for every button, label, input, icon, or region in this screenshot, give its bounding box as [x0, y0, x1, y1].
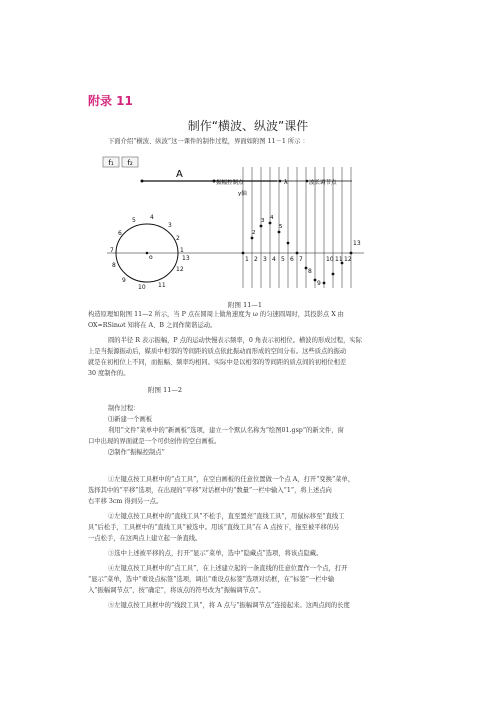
svg-text:13: 13 — [353, 240, 361, 247]
intro-paragraph: 下面介绍“横波、纵波”这一课件的制作过程，界面如附图 11－1 所示 ： — [108, 138, 309, 145]
svg-text:13: 13 — [182, 255, 190, 262]
step-4-line-1: ④左键点按工具框中的“点工具”，在上述建立起的一条直线的任意位置作一个点，打开 — [108, 565, 348, 572]
step-1-line-3: 右平移 3cm 得到另一点。 — [88, 498, 163, 505]
step-4-line-3: 入“振幅调节点”，按“确定”，将该点的符号改为“振幅调节点”。 — [88, 587, 265, 594]
step-1-line-1: ①左键点按工具框中的“点工具”，在空白画板的任意位置做一个点 A，打开“变换”菜单， — [108, 476, 355, 483]
principle-line-5: 就是在初相位上不同，而振幅、频率均相同。实际中是以相邻的等间距的质点间的初相位相差 — [88, 359, 347, 366]
step-4-line-2: “显示”菜单，选中“重设点标签”选项，调出“重设点标签”选项对话框，在“标签”一栏中输 — [88, 576, 335, 583]
svg-text:4: 4 — [270, 215, 274, 221]
step-2-line-3: 一点松手，在这两点上建立起一条直线。 — [88, 535, 202, 542]
svg-text:9: 9 — [122, 277, 126, 284]
svg-text:2: 2 — [254, 256, 258, 263]
figure-wave-diagram — [102, 152, 402, 297]
svg-text:5: 5 — [132, 217, 136, 224]
step-amplitude-heading: ⑵制作“振幅控制点” — [108, 449, 165, 456]
figure-caption-1: 附图 11—1 — [228, 301, 262, 309]
step-3-line-1: ③选中上述被平移的点，打开“显示”菜单，选中“隐藏点”选项，将该点隐藏。 — [108, 550, 323, 557]
svg-text:5: 5 — [281, 256, 285, 263]
toolbar-button-f1[interactable] — [103, 157, 119, 167]
svg-text:7: 7 — [110, 247, 114, 254]
principle-line-6: 30 度制作的。 — [88, 370, 130, 377]
point-a-dot — [141, 180, 144, 183]
svg-text:2: 2 — [176, 235, 180, 242]
svg-text:12: 12 — [176, 266, 184, 273]
step-new-board: ⑴新建一个画板 — [108, 416, 153, 423]
svg-text:11: 11 — [335, 256, 343, 263]
y-axis-label: y轴 — [238, 191, 247, 197]
svg-text:3: 3 — [261, 218, 265, 224]
svg-text:2: 2 — [252, 230, 256, 236]
wave-point-numbers — [245, 240, 361, 287]
svg-text:8: 8 — [308, 268, 312, 275]
svg-text:f₁: f₁ — [108, 159, 114, 167]
principle-line-4: 上是当振源振动后，媒质中相邻的等间距的质点依此振动而形成的空间分布。这些质点的振动 — [88, 348, 347, 355]
svg-text:10: 10 — [326, 256, 334, 263]
page-title: 制作“横波、纵波”课件 — [187, 119, 309, 133]
step-1-line-2: 选择其中的“平移”选项，在出现的“平移”对话框中的“数量”一栏中输入“1”，将上述点向 — [88, 487, 332, 494]
svg-text:12: 12 — [344, 256, 352, 263]
principle-line-1: 构造原理如附图 11—2 所示，当 P 点在圆周上做角速度为 ω 的匀速圆周时，其投影点 X 由 — [88, 311, 344, 318]
step-new-board-line-2: 口中出现的界面就是一个可供创作的空白画板。 — [88, 438, 221, 445]
wavelength-point-label: 波长调节点 — [309, 180, 337, 186]
svg-text:1: 1 — [245, 256, 249, 263]
svg-text:3: 3 — [263, 256, 267, 263]
svg-text:8: 8 — [112, 262, 116, 269]
step-new-board-line-1: 利用“文件”菜单中的“新画板”选项，建立一个默认名称为“绘图01.gsp”的新文件，窗 — [108, 427, 344, 434]
process-heading: 制作过程： — [108, 405, 140, 412]
svg-text:7: 7 — [299, 256, 303, 263]
svg-text:4: 4 — [272, 256, 276, 263]
amplitude-control-label: 振幅控制点 — [216, 180, 244, 186]
svg-text:10: 10 — [138, 284, 146, 291]
toolbar-button-f2[interactable] — [122, 157, 138, 167]
step-5-line-1: ⑤左键点按工具框中的“线段工具”，将 A 点与“振幅调节点”连接起来。这两点间的长度 — [108, 602, 350, 609]
principle-line-2: OX=RSinωt 知将在 A、B 之间作简谐运动。 — [88, 322, 217, 329]
lambda-label: λ — [284, 179, 288, 186]
appendix-label: 附录 11 — [88, 94, 133, 108]
svg-text:9: 9 — [317, 280, 321, 287]
origin-label: o — [149, 254, 153, 261]
principle-line-3: 圆的半径 R 表示振幅，P 点的运动快慢表示频率，0 角表示初相位。横波的形成过程，实际 — [108, 337, 362, 344]
svg-text:5: 5 — [279, 224, 283, 230]
step-2-line-2: 具”后松手，工具框中的“直线工具”被选中。用该“直线工具”在 A 点按下，拖至被平移的另 — [88, 524, 340, 531]
svg-text:6: 6 — [118, 230, 122, 237]
svg-text:4: 4 — [150, 214, 154, 221]
svg-text:6: 6 — [290, 256, 294, 263]
svg-text:3: 3 — [168, 222, 172, 229]
step-2-line-1: ②左键点按工具框中的“直线工具”不松手，直至置亮“直线工具”，用鼠标移至“直线工 — [108, 513, 345, 520]
svg-text:11: 11 — [158, 282, 166, 289]
figure-caption-2: 附图 11—2 — [148, 386, 182, 394]
svg-text:1: 1 — [180, 247, 184, 254]
svg-text:f₂: f₂ — [127, 159, 133, 167]
point-a-label: A — [176, 169, 183, 180]
